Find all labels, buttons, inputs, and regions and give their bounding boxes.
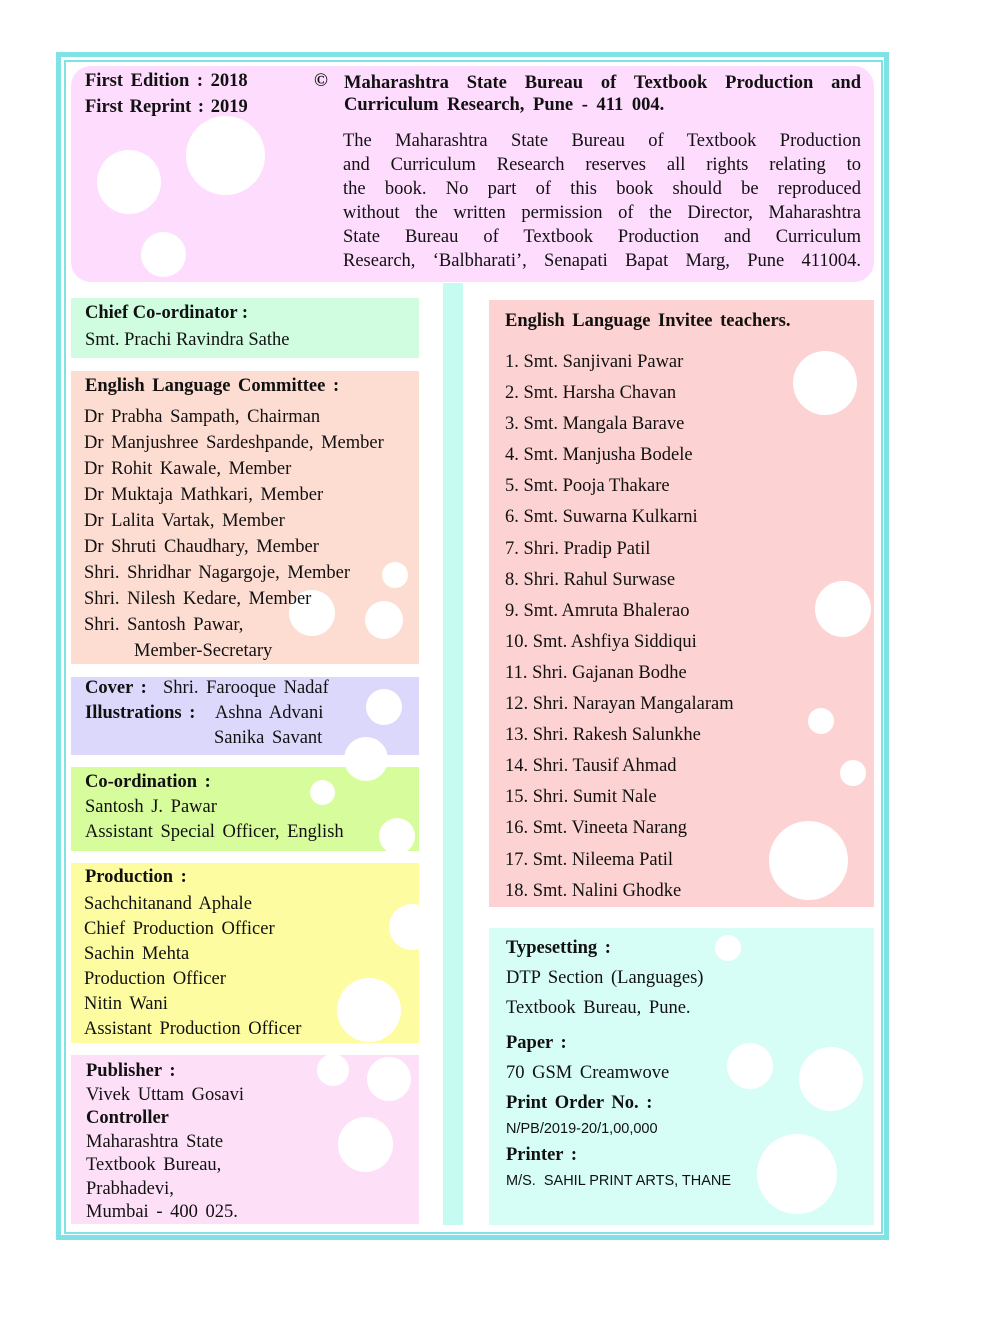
committee-title: English Language Committee : (85, 376, 340, 396)
invitee-name: 7. Shri. Pradip Patil (505, 538, 651, 559)
body-line: The Maharashtra State Bureau of Textbook Production (343, 131, 861, 151)
illustrator-name: Sanika Savant (214, 728, 323, 748)
paper-label: Paper : (506, 1033, 567, 1053)
copyright-symbol: © (314, 71, 328, 91)
committee-list (84, 404, 384, 664)
publisher-list (86, 1060, 244, 1225)
production-line: Nitin Wani (84, 994, 168, 1014)
printer-value: M/S. SAHIL PRINT ARTS, THANE (506, 1173, 732, 1189)
controller-label: Controller (86, 1108, 169, 1128)
circle-decoration (389, 904, 435, 950)
committee-member: Dr Prabha Sampath, Chairman (84, 407, 321, 427)
committee-member: Dr Lalita Vartak, Member (84, 511, 285, 531)
printer-label: Printer : (506, 1145, 577, 1165)
invitee-name: 16. Smt. Vineeta Narang (505, 818, 687, 839)
circle-decoration (379, 818, 415, 854)
publisher-address: Maharashtra State (86, 1131, 224, 1152)
publisher-name: Vivek Uttam Gosavi (86, 1084, 245, 1105)
publisher-title: Publisher : (86, 1061, 176, 1081)
circle-decoration (799, 1047, 863, 1111)
illustrations-label: Illustrations : (85, 703, 196, 723)
invitee-title: English Language Invitee teachers. (505, 311, 791, 331)
committee-member: Dr Shruti Chaudhary, Member (84, 537, 319, 557)
committee-member: Dr Manjushree Sardeshpande, Member (84, 433, 384, 453)
typesetting-line: Textbook Bureau, Pune. (506, 998, 691, 1018)
invitee-name: 5. Smt. Pooja Thakare (505, 476, 670, 497)
invitee-name: 6. Smt. Suwarna Kulkarni (505, 507, 698, 528)
production-line: Chief Production Officer (84, 919, 275, 939)
circle-decoration (141, 232, 186, 277)
typesetting-label: Typesetting : (506, 938, 611, 958)
invitee-name: 9. Smt. Amruta Bhalerao (505, 600, 690, 621)
cover-label: Cover : (85, 678, 147, 698)
print-order-label: Print Order No. : (506, 1093, 653, 1113)
circle-decoration (338, 1117, 393, 1172)
coordination-line: Assistant Special Officer, English (85, 822, 344, 842)
body-line: and Curriculum Research reserves all rights relating to (343, 155, 861, 175)
invitee-name: 18. Smt. Nalini Ghodke (505, 880, 682, 901)
chief-title: Chief Co-ordinator : (85, 303, 249, 323)
invitee-name: 3. Smt. Mangala Barave (505, 414, 685, 435)
invitee-name: 8. Shri. Rahul Surwase (505, 569, 676, 590)
circle-decoration (97, 150, 161, 214)
invitee-name: 17. Smt. Nileema Patil (505, 849, 674, 870)
coordination-line: Santosh J. Pawar (85, 797, 217, 817)
coordination-title: Co-ordination : (85, 772, 211, 792)
invitee-name: 10. Smt. Ashfiya Siddiqui (505, 631, 697, 652)
invitee-name: 2. Smt. Harsha Chavan (505, 383, 677, 404)
production-line: Sachin Mehta (84, 944, 190, 964)
production-list (84, 892, 301, 1042)
invitee-name: 15. Shri. Sumit Nale (505, 787, 657, 808)
circle-decoration (793, 351, 857, 415)
circle-decoration (727, 1043, 773, 1089)
typesetting-line: DTP Section (Languages) (506, 968, 704, 988)
invitee-name: 14. Shri. Tausif Ahmad (505, 756, 677, 777)
circle-decoration (344, 737, 388, 781)
paper-value: 70 GSM Creamwove (506, 1063, 670, 1083)
chief-name: Smt. Prachi Ravindra Sathe (85, 330, 290, 350)
circle-decoration (382, 562, 408, 588)
circle-decoration (808, 708, 834, 734)
illustrator-name: Ashna Advani (215, 703, 324, 723)
cover-name: Shri. Farooque Nadaf (163, 678, 329, 698)
committee-member: Dr Rohit Kawale, Member (84, 459, 292, 479)
first-reprint: First Reprint : 2019 (85, 97, 248, 117)
copyright-heading-line-2: Curriculum Research, Pune - 411 004. (344, 95, 665, 115)
production-line: Sachchitanand Aphale (84, 894, 252, 914)
invitee-name: 12. Shri. Narayan Mangalaram (505, 694, 734, 715)
committee-member: Shri. Nilesh Kedare, Member (84, 589, 312, 609)
copyright-heading (344, 71, 861, 95)
committee-member: Shri. Santosh Pawar, (84, 615, 244, 635)
body-line: Research, ‘Balbharati’, Senapati Bapat Marg, Pune 411004. (343, 251, 861, 271)
circle-decoration (769, 821, 848, 900)
circle-decoration (337, 978, 401, 1042)
circle-decoration (815, 581, 871, 637)
heading-line: Maharashtra State Bureau of Textbook Production and (344, 73, 861, 93)
circle-decoration (757, 1134, 837, 1214)
copyright-body (343, 129, 861, 273)
committee-member: Shri. Shridhar Nagargoje, Member (84, 563, 351, 583)
invitee-name: 11. Shri. Gajanan Bodhe (505, 662, 687, 683)
invitee-list (505, 347, 734, 907)
circle-decoration (317, 1054, 349, 1086)
circle-decoration (840, 760, 866, 786)
publisher-address: Prabhadevi, (86, 1178, 174, 1199)
production-line: Production Officer (84, 969, 226, 989)
circle-decoration (310, 780, 335, 805)
publisher-address: Mumbai - 400 025. (86, 1202, 238, 1222)
committee-member: Member-Secretary (134, 641, 273, 661)
body-line: State Bureau of Textbook Production and Curriculum (343, 227, 861, 247)
production-title: Production : (85, 867, 187, 887)
committee-member: Dr Muktaja Mathkari, Member (84, 485, 324, 505)
circle-decoration (367, 1057, 411, 1101)
invitee-name: 1. Smt. Sanjivani Pawar (505, 352, 684, 372)
production-line: Assistant Production Officer (84, 1019, 302, 1039)
circle-decoration (186, 116, 265, 195)
circle-decoration (366, 689, 402, 725)
invitee-name: 13. Shri. Rakesh Salunkhe (505, 725, 701, 746)
first-edition: First Edition : 2018 (85, 71, 248, 91)
body-line: the book. No part of this book should be reproduced (343, 179, 861, 199)
print-order-value: N/PB/2019-20/1,00,000 (506, 1121, 658, 1137)
circle-decoration (715, 935, 741, 961)
publisher-address: Textbook Bureau, (86, 1155, 222, 1175)
body-line: without the written permission of the Director, Maharashtra (343, 203, 861, 223)
divider-strip (443, 283, 463, 1225)
invitee-name: 4. Smt. Manjusha Bodele (505, 445, 693, 466)
